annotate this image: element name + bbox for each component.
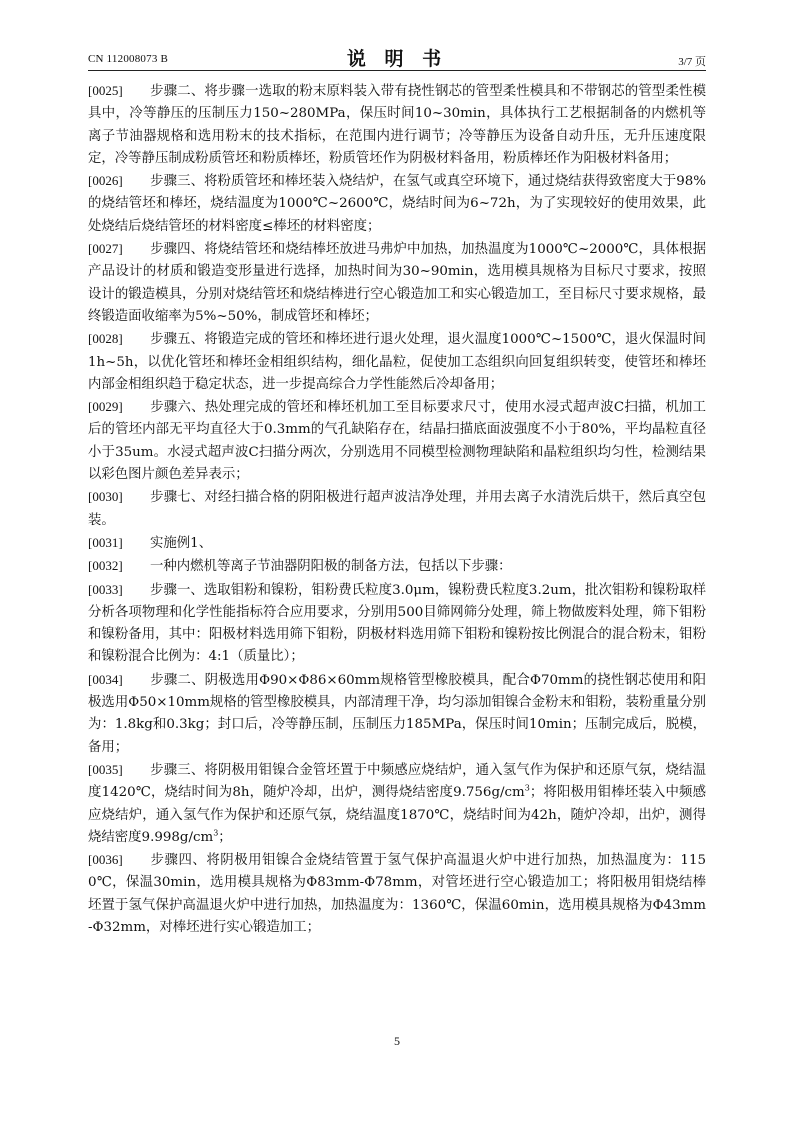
paragraph-0033 xyxy=(88,579,706,669)
superscript: 3 xyxy=(213,828,219,838)
document-title: 说 明 书 xyxy=(346,48,448,70)
paragraph-0034 xyxy=(88,669,706,759)
paragraph-number: [0033] xyxy=(88,581,123,597)
paragraph-0025 xyxy=(88,80,706,170)
paragraph-number: [0035] xyxy=(88,761,123,777)
paragraph-text: 步骤六、热处理完成的管坯和棒坯机加工至目标要求尺寸，使用水浸式超声波C扫描，机加工后的管坯内部无平均直径大于0.3mm的气孔缺陷存在，结晶扫描底面波强度不小于80%，平均晶粒直径小于35um。水浸式超声波C扫描分两次，分别选用不同模型检测物理缺陷和晶粒组织均匀性，检测结果以彩色图片颜色差异表示； xyxy=(88,400,706,483)
page-header xyxy=(88,44,706,68)
paragraph-0026 xyxy=(88,170,706,238)
paragraph-text: 步骤四、将阴极用钼镍合金烧结管置于氢气保护高温退火炉中进行加热，加热温度为：1150℃，保温30min，选用模具规格为Φ83mm-Φ78mm，对管坯进行空心锻造加工；将阳极用钼烧结棒坯置于氢气保护高温退火炉中进行加热，加热温度为：1360℃，保温60min，选用模具规格为Φ43mm-Φ32mm，对棒坯进行实心锻造加工； xyxy=(88,853,706,935)
paragraph-0036 xyxy=(88,849,706,939)
paragraph-number: [0029] xyxy=(88,399,123,415)
paragraph-number: [0031] xyxy=(88,534,123,550)
paragraph-number: [0036] xyxy=(88,852,123,868)
paragraph-text: 步骤七、对经扫描合格的阴阳极进行超声波洁净处理，并用去离子水清洗后烘干，然后真空包装。 xyxy=(88,490,706,528)
header-rule xyxy=(88,70,706,71)
paragraph-number: [0025] xyxy=(88,83,123,98)
paragraph-0035 xyxy=(88,759,706,849)
page-info: 3/7 页 xyxy=(678,56,706,68)
paragraph-0029 xyxy=(88,396,706,486)
superscript: 3 xyxy=(524,783,530,793)
paragraph-text: 步骤三、将粉质管坯和棒坯装入烧结炉，在氢气或真空环境下，通过烧结获得致密度大于98%的烧结管坯和棒坯，烧结温度为1000℃~2600℃，烧结时间为6~72h，为了实现较好的使用效果，此处烧结后烧结管坯的材料密度≤棒坯的材料密度； xyxy=(88,174,706,234)
paragraph-0032 xyxy=(88,555,706,578)
paragraph-0028 xyxy=(88,328,706,396)
paragraph-number: [0030] xyxy=(88,489,123,505)
page-number: 5 xyxy=(394,1034,400,1048)
paragraph-text: 步骤二、将步骤一选取的粉末原料装入带有挠性钢芯的管型柔性模具和不带钢芯的管型柔性模具中，冷等静压的压制压力150~280MPa，保压时间10~30min，具体执行工艺根据制备的内燃机等离子节油器规格和选用粉末的技术指标，在范围内进行调节；冷等静压为设备自动升压，无升压速度限定，冷等静压制成粉质管坯和粉质棒坯，粉质管坯作为阴极材料备用，粉质棒坯作为阳极材料备用； xyxy=(88,84,706,166)
paragraph-text: 一种内燃机等离子节油器阴阳极的制备方法，包括以下步骤： xyxy=(150,559,512,575)
document-body xyxy=(88,80,706,939)
paragraph-0030 xyxy=(88,486,706,532)
paragraph-text: 步骤四、将烧结管坯和烧结棒坯放进马弗炉中加热，加热温度为1000℃~2000℃，具体根据产品设计的材质和锻造变形量进行选择，加热时间为30~90min，选用模具规格为目标尺寸要求，按照设计的锻造模具，分别对烧结管坯和烧结棒进行空心锻造加工和实心锻造加工，至目标尺寸要求规格，最终锻造面收缩率为5%~50%，制成管坯和棒坯； xyxy=(88,242,706,324)
paragraph-text: 步骤五、将锻造完成的管坯和棒坯进行退火处理，退火温度1000℃~1500℃，退火保温时间1h~5h，以优化管坯和棒坯金相组织结构，细化晶粒，促使加工态组织向回复组织转变，使管坯和棒坯内部金相组织趋于稳定状态，进一步提高综合力学性能然后冷却备用； xyxy=(88,332,706,392)
paragraph-text-continued: ；将阳极用钼棒坯装入中频感应烧结炉，通入氢气作为保护和还原气氛，烧结温度1870℃，烧结时间为42h，随炉冷却，出炉，测得烧结密度9.998g/cm xyxy=(88,785,706,845)
paragraph-0027 xyxy=(88,238,706,328)
paragraph-text: 实施例1、 xyxy=(150,535,213,551)
paragraph-text-end: ； xyxy=(218,829,232,845)
paragraph-text: 步骤二、阴极选用Φ90×Φ86×60mm规格管型橡胶模具，配合Φ70mm的挠性钢芯使用和阳极选用Φ50×10mm规格的管型橡胶模具，内部清理干净，均匀添加钼镍合金粉末和钼粉，装粉重量分别为：1.8kg和0.3kg；封口后，冷等静压制，压制压力185MPa，保压时间10min；压制完成后，脱模，备用； xyxy=(88,672,706,755)
paragraph-number: [0032] xyxy=(88,558,123,574)
paragraph-number: [0034] xyxy=(88,671,123,687)
paragraph-0031 xyxy=(88,532,706,555)
paragraph-number: [0028] xyxy=(88,331,123,347)
paragraph-number: [0026] xyxy=(88,173,123,189)
publication-number: CN 112008073 B xyxy=(88,53,169,65)
paragraph-number: [0027] xyxy=(88,241,123,257)
paragraph-text: 步骤三、将阴极用钼镍合金管坯置于中频感应烧结炉，通入氢气作为保护和还原气氛，烧结温度1420℃，烧结时间为8h，随炉冷却，出炉，测得烧结密度9.756g/cm xyxy=(88,762,706,801)
paragraph-text: 步骤一、选取钼粉和镍粉，钼粉费氏粒度3.0μm，镍粉费氏粒度3.2um，批次钼粉和镍粉取样分析各项物理和化学性能指标符合应用要求，分别用500目筛网筛分处理，筛上物做废料处理，筛下钼粉和镍粉备用，其中：阳极材料选用筛下钼粉，阴极材料选用筛下钼粉和镍粉按比例混合的混合粉末，钼粉和镍粉混合比例为：4:1（质量比）； xyxy=(88,582,706,665)
